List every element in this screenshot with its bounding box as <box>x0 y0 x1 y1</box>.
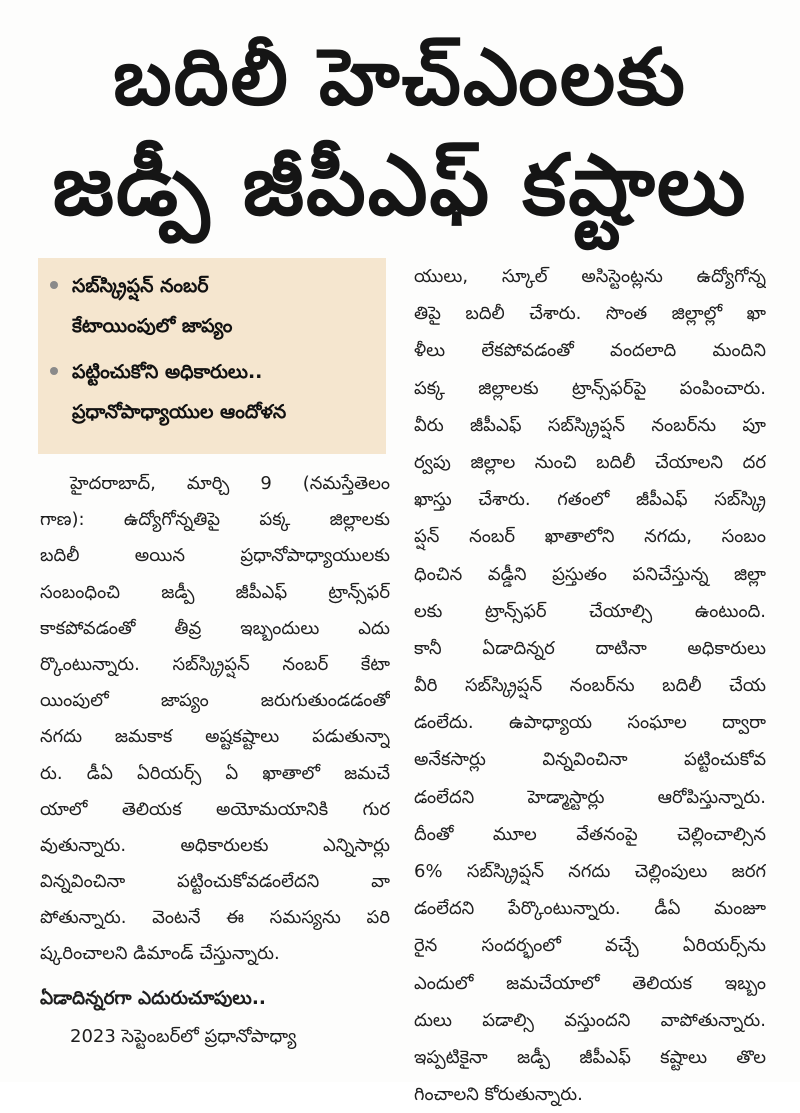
headline-line-2: జడ్పీ జీపీఎఫ్ కష్టాలు <box>52 136 748 234</box>
body-line: డంలేదు. ఉపాధ్యాయ సంఘాల ద్వారా <box>414 712 766 734</box>
body-line: రైన సందర్భంలో వచ్చే ఏరియర్స్‌ను <box>414 935 766 957</box>
body-line: ష్కరించాలని డిమాండ్ చేస్తున్నారు. <box>40 943 280 965</box>
body-line: బదిలీ అయిన ప్రధానోపాధ్యాయులకు <box>40 545 390 567</box>
body-line: యింపులో జాప్యం జరుగుతుండడంతో <box>40 690 390 712</box>
highlight-item <box>50 266 380 346</box>
body-line: ఎందులో జమచేయాలో తెలియక ఇబ్బం <box>414 972 766 994</box>
section-subhead: ఏడాదిన్నరగా ఎదురుచూపులు.. <box>40 987 266 1009</box>
body-line: వుతున్నారు. అధికారులకు ఎన్నిసార్లు <box>40 834 390 856</box>
highlights-box <box>38 258 386 454</box>
body-line: వీరి సబ్‌స్క్రిప్షన్ నంబర్‌ను బదిలీ చేయ <box>414 675 766 697</box>
body-line: యాలో తెలియక అయోమయానికి గుర <box>40 798 390 820</box>
body-line: యులు, స్కూల్ అసిస్టెంట్లను ఉద్యోగోన్న <box>414 266 766 287</box>
body-line: కాకపోవడంతో తీవ్ర ఇబ్బందులు ఎదు <box>40 617 390 639</box>
body-line: పోతున్నారు. వెంటనే ఈ సమస్యను పరి <box>40 907 390 929</box>
body-line: గించాలని కోరుతున్నారు. <box>414 1084 583 1106</box>
body-line: ఖాస్తు చేశారు. గతంలో జీపీఎఫ్ సబ్‌స్క్రి <box>414 489 766 511</box>
body-line: ఇప్పటికైనా జడ్పీ జీపీఎఫ్ కష్టాలు తొల <box>414 1046 766 1068</box>
body-line: ధించిన వడ్డీని ప్రస్తుతం పనిచేస్తున్న జిల్లా <box>414 563 766 585</box>
body-line: డంలేదని పేర్కొంటున్నారు. డీఏ మంజూ <box>414 898 766 920</box>
highlight-line: ప్రధానోపాధ్యాయుల ఆందోళన <box>72 401 287 423</box>
body-line: డంలేదని హెడ్మాస్టార్లు ఆరోపిస్తున్నారు. <box>414 786 766 808</box>
bullet-icon <box>50 367 58 375</box>
highlight-line: కేటాయింపులో జాప్యం <box>72 315 233 337</box>
headline-line-1: బదిలీ హెచ్ఎంలకు <box>113 33 687 123</box>
body-line: గాణ): ఉద్యోగోన్నతిపై పక్క జిల్లాలకు <box>40 509 390 531</box>
body-line: కానీ ఏడాదిన్నర దాటినా అధికారులు <box>414 637 766 659</box>
body-line: ర్వపు జిల్లాల నుంచి బదిలీ చేయాలని దర <box>414 451 766 473</box>
left-column <box>40 466 390 1055</box>
bullet-icon <box>50 281 58 289</box>
body-line: ప్షన్ నంబర్ ఖాతాలోని నగదు, సంబం <box>414 526 766 548</box>
body-line: వీరు జీపీఎఫ్ సబ్‌స్క్రిప్షన్ నంబర్‌ను పూ <box>414 414 766 436</box>
body-line: దులు పడాల్సి వస్తుందని వాపోతున్నారు. <box>414 1009 766 1031</box>
body-line: విన్నవించినా పట్టించుకోవడంలేదని వా <box>40 871 390 893</box>
highlight-line: పట్టించుకోని అధికారులు.. <box>72 361 263 383</box>
body-line: దీంతో మూల వేతనంపై చెల్లించాల్సిన <box>414 823 766 845</box>
body-line: నగదు జమకాక అష్టకష్టాలు పడుతున్నా <box>40 726 390 748</box>
body-line: తిపై బదిలీ చేశారు. సొంత జిల్లాల్లో ఖా <box>414 303 766 325</box>
body-line: 6% సబ్‌స్క్రిప్షన్ నగదు చెల్లింపులు జరగ <box>414 861 766 882</box>
body-line: రు. డీఏ ఏరియర్స్ ఏ ఖాతాలో జమచే <box>40 762 390 784</box>
body-line: పక్క జిల్లాలకు ట్రాన్స్‌ఫర్‌పై పంపించారు. <box>414 377 766 399</box>
right-column <box>414 258 766 1113</box>
highlight-item <box>50 352 380 432</box>
body-line: ర్కొంటున్నారు. సబ్‌స్క్రిప్షన్ నంబర్ కేటా <box>40 653 390 675</box>
body-line: 2023 సెప్టెంబర్‌లో ప్రధానోపాధ్యా <box>70 1025 297 1047</box>
body-line: సంబంధించి జడ్పీ జీపీఎఫ్ ట్రాన్స్‌ఫర్ <box>40 581 390 603</box>
body-line: ళీలు లేకపోవడంతో వందలాది మందిని <box>414 340 766 362</box>
highlight-line: సబ్‌స్క్రిప్షన్ నంబర్ <box>72 275 209 297</box>
body-line: హైదరాబాద్, మార్చి 9 (నమస్తేతెలం <box>70 473 390 494</box>
body-line: లకు ట్రాన్స్‌ఫర్ చేయాల్సి ఉంటుంది. <box>414 600 766 622</box>
body-line: అనేకసార్లు విన్నవించినా పట్టించుకోవ <box>414 749 766 771</box>
column-divider <box>402 258 403 1058</box>
